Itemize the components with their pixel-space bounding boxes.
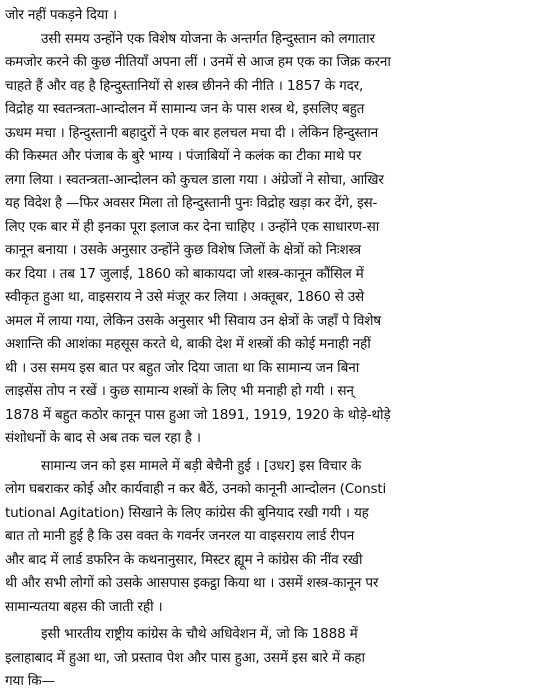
text-line-28: इलाहाबाद में हुआ था, जो प्रस्ताव पेश और पास हुआ, उसमें इस बारे में कहा xyxy=(5,649,365,666)
text-line-9: यह विदेश है —फिर अवसर मिला तो हिन्दुस्तानी पुनः विद्रोह खड़ा कर देंगे, इस- xyxy=(5,195,378,211)
text-line-7: की किस्मत और पंजाब के बुरे भाग्य । पंजाबियों ने कलंक का टीका माथे पर xyxy=(5,148,362,164)
text-line-8: लगा लिया । स्वतन्त्रता-आन्दोलन को कुचल डाला गया । अंग्रेजों ने सोचा, आखिर xyxy=(5,171,384,188)
text-line-5: विद्रोह या स्वतन्त्रता-आन्दोलन में सामान्य जन के पास शस्त्र थे, इसलिए बहुत xyxy=(5,101,365,117)
text-line-4: चाहते हैं और वह है हिन्दुस्तानियों से शस्त्र छीनने की नीति । 1857 के गदर, xyxy=(5,77,364,94)
text-line-19: संशोधनों के बाद से अब तक चल रहा है । xyxy=(5,430,201,446)
text-line-18: 1878 में बहुत कठोर कानून पास हुआ जो 1891, 1919, 1920 के थोड़े-थोड़े xyxy=(5,406,391,423)
text-line-12: कर दिया । तब 17 जुलाई, 1860 को बाकायदा जो शस्त्र-कानून कौंसिल में xyxy=(5,265,364,282)
text-line-29: गया कि— xyxy=(5,673,55,689)
text-line-21: लोग घबराकर कोई और कार्यवाही न कर बैठें, उनको कानूनी आन्दोलन (Consti xyxy=(5,481,387,497)
text-line-2: उसी समय उन्होंने एक विशेष योजना के अन्तर्गत हिन्दुस्तान को लगातार xyxy=(41,30,375,47)
text-line-13: स्वीकृत हुआ था, वाइसराय ने उसे मंजूर कर लिया । अक्तूबर, 1860 से उसे xyxy=(5,289,365,305)
text-line-25: थी और सभी लोगों को उसके आसपास इकट्ठा किया था । उसमें शस्त्र-कानून पर xyxy=(5,575,379,591)
text-line-17: लाइसेंस तोप न रखें । कुछ सामान्य शस्त्रों के लिए भी मनाही हो गयी । सन् xyxy=(5,383,354,399)
text-line-15: अशान्ति की आशंका महसूस करते थे, बाकी देश में शस्त्रों की कोई मनाही नहीं xyxy=(5,336,371,352)
text-line-22: tutional Agitation) सिखाने के लिए कांग्रेस की बुनियाद रखी गयी । यह xyxy=(5,504,369,521)
text-line-10: लिए एक बार में ही इनका पूरा इलाज कर देना चाहिए । उन्होंने एक साधारण-सा xyxy=(5,218,380,235)
text-line-26: सामान्यतया बहस की जाती रही । xyxy=(5,598,163,615)
text-line-3: कमजोर करने की कुछ नीतियाँ अपना लीं । उनमें से आज हम एक का जिक्र करना xyxy=(5,54,391,70)
text-line-27: इसी भारतीय राष्ट्रीय कांग्रेस के चौथे अधिवेशन में, जो कि 1888 में xyxy=(41,626,358,642)
text-line-20: सामान्य जन को इस मामले में बड़ी बेचैनी हुई । [उधर] इस विचार के xyxy=(41,457,362,474)
text-line-23: बात तो मानी हुई है कि उस वक्त के गवर्नर जनरल या वाइसराय लार्ड रीपन xyxy=(5,528,355,544)
text-line-14: अमल में लाया गया, लेकिन उसके अनुसार भी सिवाय उन क्षेत्रों के जहाँ पे विशेष xyxy=(5,312,381,329)
text-line-24: और बाद में लार्ड डफरिन के कथनानुसार, मिस्टर ह्यूम ने कांग्रेस की नींव रखी xyxy=(5,551,363,568)
text-line-16: थी । उस समय इस बात पर बहुत जोर दिया जाता था कि सामान्य जन बिना xyxy=(5,359,360,376)
text-line-11: कानून बनाया । उसके अनुसार उन्होंने कुछ विशेष जिलों के क्षेत्रों को निःशस्त्र xyxy=(5,242,361,258)
text-line-6: ऊधम मचा । हिन्दुस्तानी बहादुरों ने एक बार हलचल मचा दी । लेकिन हिन्दुस्तान xyxy=(5,124,378,141)
text-line-1: जोर नहीं पकड़ने दिया । xyxy=(5,7,118,23)
